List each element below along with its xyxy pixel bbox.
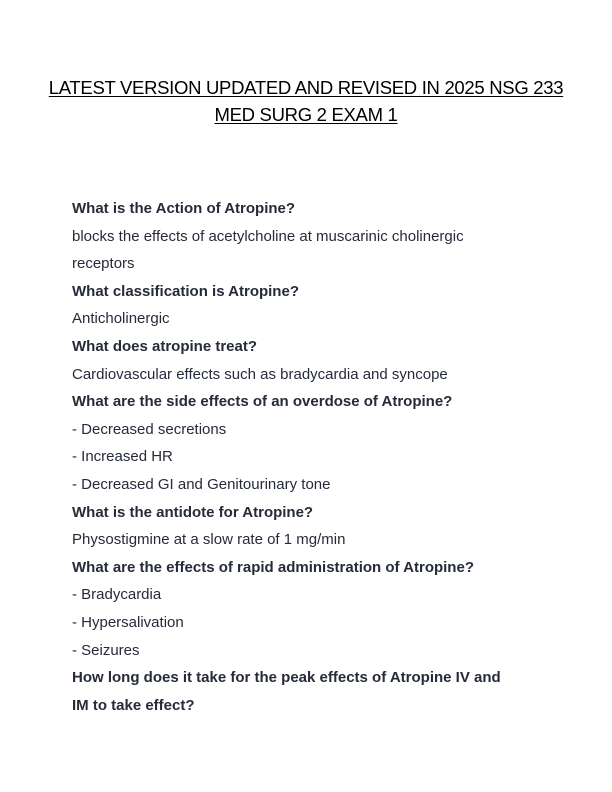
question-text: What are the side effects of an overdose of Atropine? — [72, 393, 453, 411]
question-text: What classification is Atropine? — [72, 282, 299, 300]
question-text: What are the effects of rapid administration of Atropine? — [72, 558, 474, 576]
answer-text: - Decreased GI and Genitourinary tone — [72, 475, 331, 493]
answer-text: - Seizures — [72, 641, 140, 659]
answer-text: - Decreased secretions — [72, 420, 227, 438]
question-text: What is the antidote for Atropine? — [72, 503, 314, 521]
question-text: IM to take effect? — [72, 696, 195, 714]
document-title-line-1: LATEST VERSION UPDATED AND REVISED IN 2025 NSG 233 — [48, 77, 564, 98]
answer-text: blocks the effects of acetylcholine at muscarinic cholinergic — [72, 227, 464, 245]
document-body — [72, 195, 552, 719]
document-title-line-2: MED SURG 2 EXAM 1 — [214, 104, 398, 125]
answer-text: receptors — [72, 255, 135, 273]
question-text: What is the Action of Atropine? — [72, 200, 296, 217]
answer-text: Cardiovascular effects such as bradycardia and syncope — [72, 365, 448, 383]
answer-text: - Bradycardia — [72, 586, 162, 604]
question-text: What does atropine treat? — [72, 337, 258, 355]
answer-text: Anticholinergic — [72, 310, 170, 328]
question-text: How long does it take for the peak effects of Atropine IV and — [72, 669, 501, 687]
answer-text: - Hypersalivation — [72, 613, 184, 631]
answer-text: - Increased HR — [72, 448, 173, 466]
answer-text: Physostigmine at a slow rate of 1 mg/min — [72, 531, 346, 549]
